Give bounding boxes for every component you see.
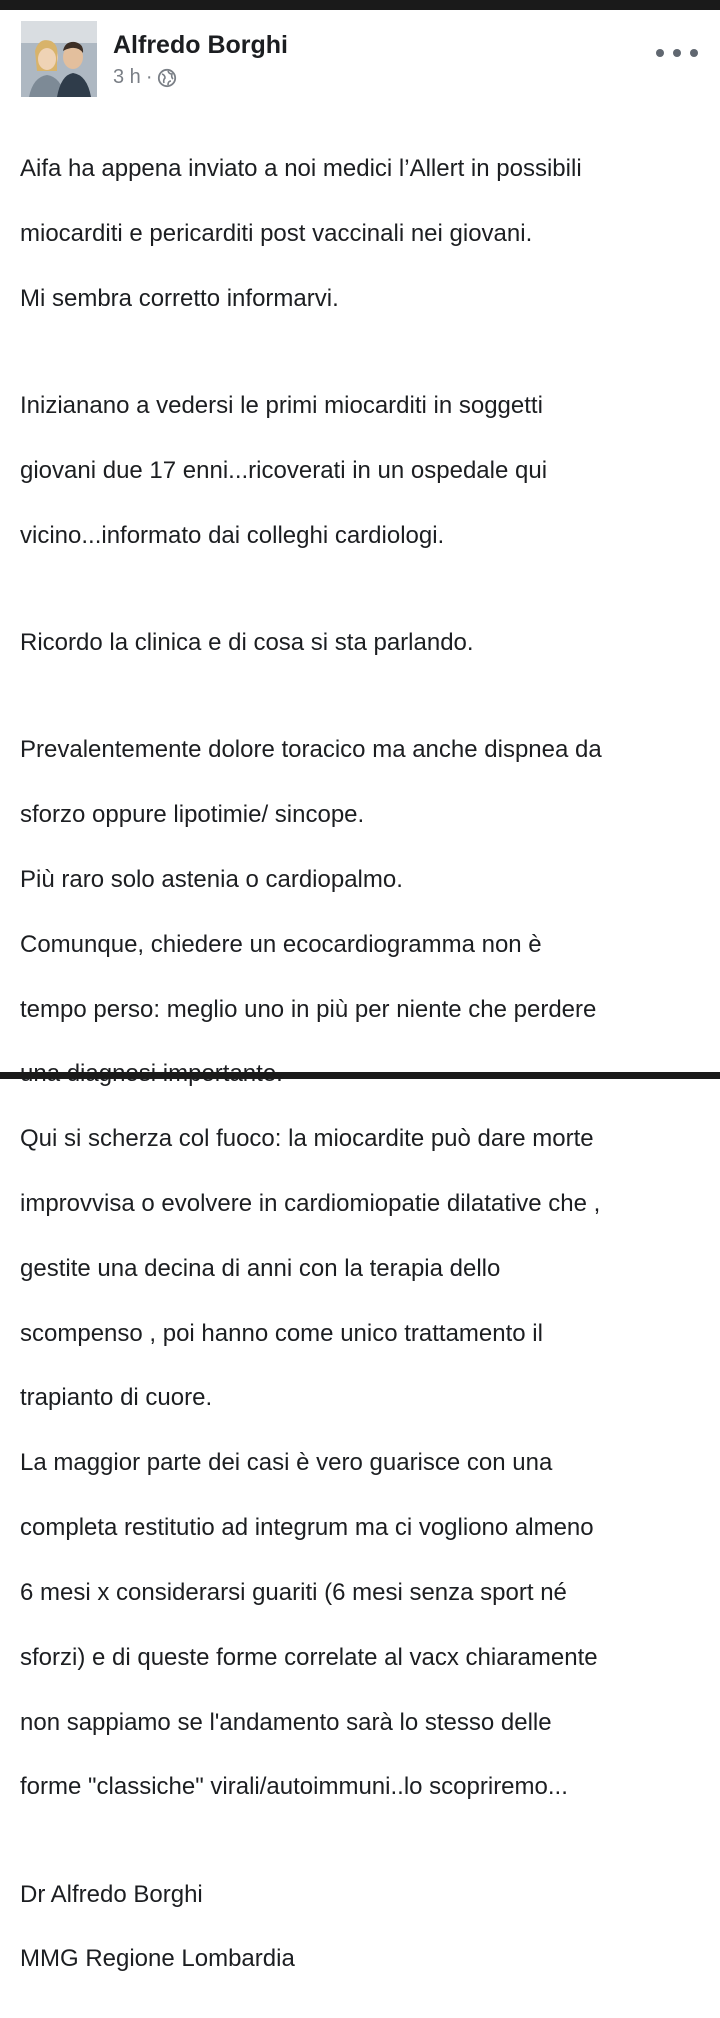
meta-separator: ·	[145, 66, 153, 88]
text-line: vicino...informato dai colleghi cardiologi.	[20, 521, 445, 549]
signature-name: Dr Alfredo Borghi	[20, 1880, 203, 1908]
text-line: trapianto di cuore.	[20, 1384, 213, 1412]
text-line: giovani due 17 enni...ricoverati in un ospedale qui	[20, 457, 548, 485]
text-line: scompenso , poi hanno come unico trattamento il	[20, 1319, 543, 1347]
text-line: sforzo oppure lipotimie/ sincope.	[20, 801, 365, 829]
text-line: 6 mesi x considerarsi guariti (6 mesi senza sport né	[20, 1578, 567, 1606]
post-body	[20, 121, 710, 2018]
signature-role: MMG Regione Lombardia	[20, 1945, 295, 1973]
bottom-edge-bar	[0, 1072, 720, 1079]
text-line: Prevalentemente dolore toracico ma anche dispnea da	[20, 736, 602, 764]
post-timestamp[interactable]: 3 h	[113, 66, 141, 88]
paragraph-2	[20, 358, 710, 585]
text-line: miocarditi e pericarditi post vaccinali nei giovani.	[20, 220, 533, 248]
text-line: tempo perso: meglio uno in più per niente che perdere	[20, 995, 597, 1023]
text-line: Più raro solo astenia o cardiopalmo.	[20, 865, 403, 893]
text-line: non sappiamo se l'andamento sarà lo stesso delle	[20, 1708, 552, 1736]
post-author-name[interactable]: Alfredo Borghi	[113, 31, 288, 59]
paragraph-4	[20, 702, 710, 1836]
text-line: La maggior parte dei casi è vero guarisce con una	[20, 1449, 553, 1477]
paragraph-1	[20, 121, 710, 348]
text-line: Inizianano a vedersi le primi miocarditi in soggetti	[20, 392, 543, 420]
text-line: Comunque, chiedere un ecocardiogramma non è	[20, 930, 542, 958]
more-dot-icon	[673, 49, 681, 57]
more-dot-icon	[656, 49, 664, 57]
more-options-button[interactable]	[656, 40, 698, 66]
text-line: sforzi) e di queste forme correlate al vacx chiaramente	[20, 1643, 598, 1671]
globe-icon[interactable]	[157, 68, 177, 88]
facebook-post	[0, 10, 720, 1973]
text-line: Mi sembra corretto informarvi.	[20, 285, 339, 313]
text-line: completa restitutio ad integrum ma ci vogliono almeno	[20, 1514, 594, 1542]
top-edge-bar	[0, 0, 720, 10]
more-dot-icon	[690, 49, 698, 57]
text-line: forme "classiche" virali/autoimmuni..lo scopriremo...	[20, 1773, 568, 1801]
avatar-photo-icon	[21, 21, 97, 97]
text-line: improvvisa o evolvere in cardiomiopatie dilatative che ,	[20, 1190, 601, 1217]
post-meta	[113, 66, 177, 89]
text-line: Aifa ha appena inviato a noi medici l’Allert in possibili	[20, 155, 582, 183]
signature	[20, 1846, 710, 2008]
text-line: Qui si scherza col fuoco: la miocardite può dare morte	[20, 1125, 594, 1153]
avatar[interactable]	[21, 21, 97, 97]
text-line: Ricordo la clinica e di cosa si sta parlando.	[20, 629, 474, 657]
text-line: gestite una decina di anni con la terapia dello	[20, 1254, 501, 1282]
paragraph-3	[20, 595, 710, 692]
